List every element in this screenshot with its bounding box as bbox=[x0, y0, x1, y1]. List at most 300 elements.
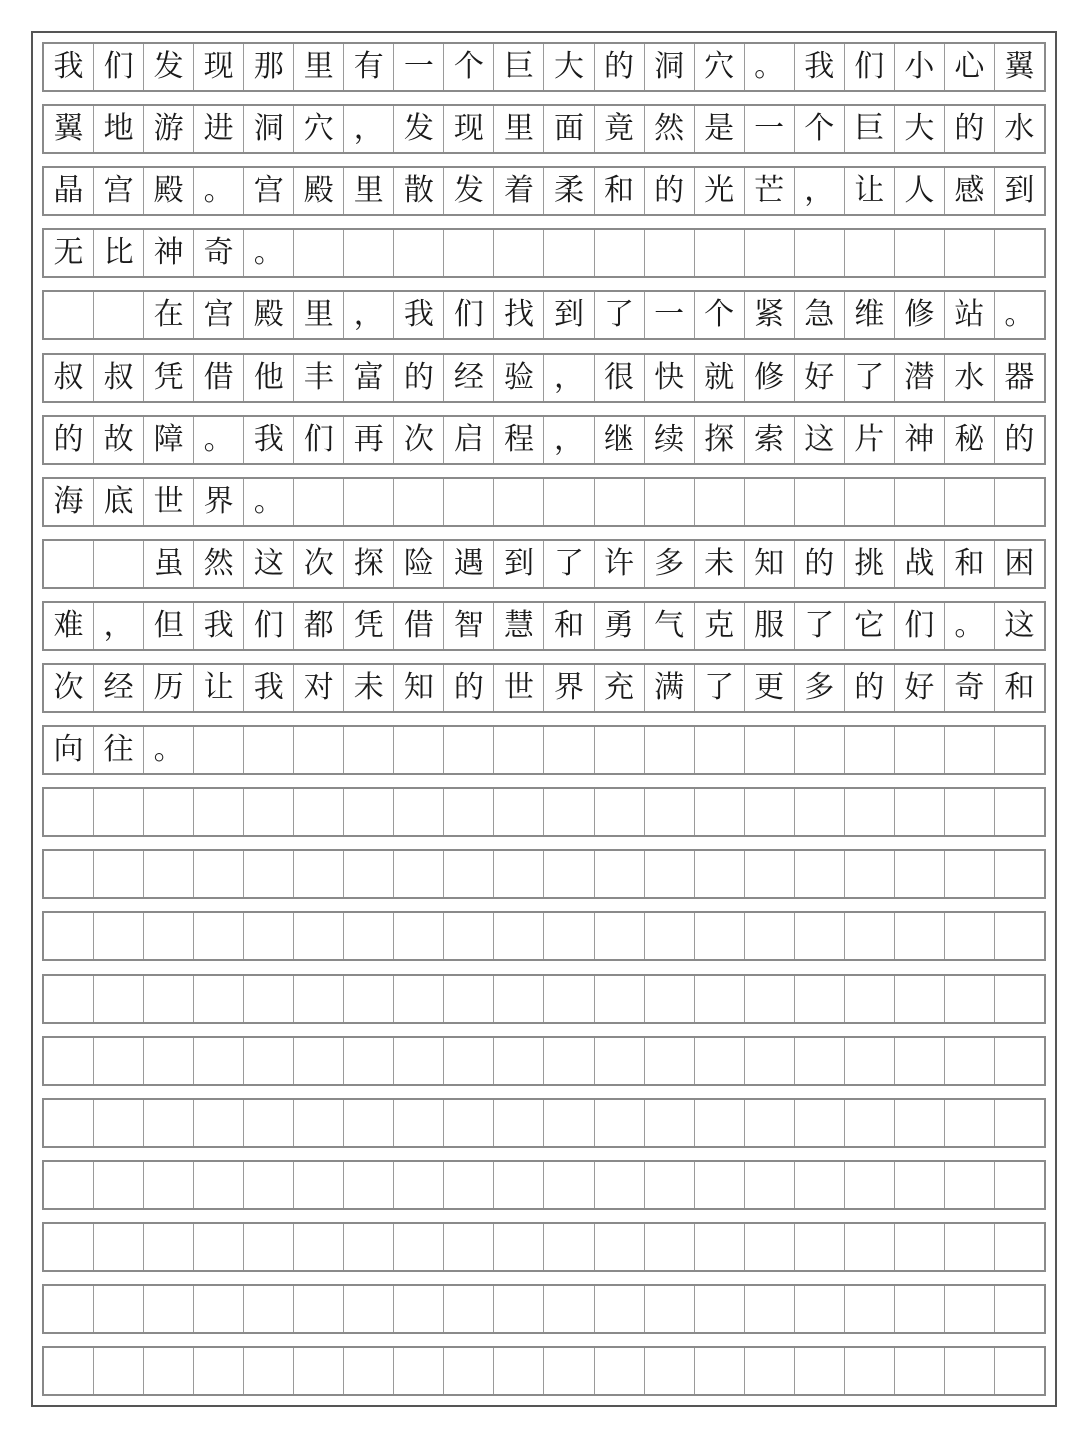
grid-cell bbox=[44, 913, 94, 959]
grid-cell bbox=[845, 230, 895, 276]
grid-cell bbox=[995, 1100, 1044, 1146]
grid-cell: 探 bbox=[695, 417, 745, 463]
grid-row bbox=[42, 1222, 1046, 1272]
grid-cell bbox=[444, 789, 494, 835]
grid-cell: 多 bbox=[795, 665, 845, 711]
grid-cell bbox=[194, 976, 244, 1022]
grid-cell: 游 bbox=[144, 106, 194, 152]
grid-cell: 未 bbox=[344, 665, 394, 711]
grid-cell bbox=[795, 1348, 845, 1394]
grid-cell: 个 bbox=[695, 292, 745, 338]
grid-cell bbox=[344, 976, 394, 1022]
grid-cell bbox=[745, 1286, 795, 1332]
grid-cell bbox=[895, 727, 945, 773]
grid-cell: 对 bbox=[294, 665, 344, 711]
grid-cell bbox=[745, 1100, 795, 1146]
grid-cell bbox=[795, 913, 845, 959]
grid-cell: 殿 bbox=[294, 168, 344, 214]
grid-cell: 好 bbox=[795, 355, 845, 401]
grid-cell: 发 bbox=[144, 44, 194, 90]
grid-cell: 。 bbox=[945, 603, 995, 649]
grid-cell bbox=[294, 1348, 344, 1394]
grid-cell bbox=[995, 479, 1044, 525]
grid-row bbox=[42, 974, 1046, 1024]
grid-row bbox=[42, 725, 1046, 775]
grid-cell bbox=[494, 851, 544, 897]
grid-cell: 。 bbox=[244, 479, 294, 525]
grid-cell: 一 bbox=[745, 106, 795, 152]
grid-cell: 巨 bbox=[494, 44, 544, 90]
grid-cell bbox=[895, 230, 945, 276]
grid-cell: 满 bbox=[645, 665, 695, 711]
grid-cell bbox=[544, 1162, 594, 1208]
grid-cell bbox=[44, 1038, 94, 1084]
grid-cell: 翼 bbox=[44, 106, 94, 152]
grid-cell bbox=[494, 1286, 544, 1332]
grid-cell: 们 bbox=[895, 603, 945, 649]
grid-cell bbox=[344, 913, 394, 959]
grid-cell bbox=[494, 727, 544, 773]
grid-row bbox=[42, 415, 1046, 465]
grid-cell: 启 bbox=[444, 417, 494, 463]
grid-cell: 海 bbox=[44, 479, 94, 525]
grid-row bbox=[42, 1284, 1046, 1334]
grid-row bbox=[42, 104, 1046, 154]
grid-cell bbox=[494, 976, 544, 1022]
grid-cell: 竟 bbox=[595, 106, 645, 152]
grid-cell bbox=[945, 1162, 995, 1208]
grid-cell bbox=[294, 976, 344, 1022]
grid-cell bbox=[595, 1100, 645, 1146]
grid-cell: 和 bbox=[595, 168, 645, 214]
grid-cell: 芒 bbox=[745, 168, 795, 214]
grid-cell bbox=[144, 789, 194, 835]
grid-cell bbox=[645, 727, 695, 773]
grid-cell bbox=[695, 1162, 745, 1208]
grid-cell: 大 bbox=[895, 106, 945, 152]
grid-cell: 现 bbox=[444, 106, 494, 152]
grid-cell bbox=[544, 230, 594, 276]
grid-cell: 奇 bbox=[194, 230, 244, 276]
grid-cell bbox=[294, 1100, 344, 1146]
grid-cell bbox=[194, 1038, 244, 1084]
grid-cell: 发 bbox=[394, 106, 444, 152]
grid-cell bbox=[394, 1100, 444, 1146]
grid-cell bbox=[645, 479, 695, 525]
grid-cell: 续 bbox=[645, 417, 695, 463]
grid-row bbox=[42, 42, 1046, 92]
grid-cell: 殿 bbox=[144, 168, 194, 214]
grid-cell: 未 bbox=[695, 541, 745, 587]
grid-cell: 借 bbox=[194, 355, 244, 401]
grid-cell bbox=[144, 851, 194, 897]
grid-cell bbox=[244, 1286, 294, 1332]
grid-cell bbox=[995, 1162, 1044, 1208]
grid-cell bbox=[745, 727, 795, 773]
grid-cell bbox=[194, 1286, 244, 1332]
grid-cell: 的 bbox=[394, 355, 444, 401]
grid-cell bbox=[294, 851, 344, 897]
grid-cell bbox=[945, 851, 995, 897]
grid-cell bbox=[695, 1038, 745, 1084]
grid-cell: 的 bbox=[595, 44, 645, 90]
grid-cell bbox=[795, 230, 845, 276]
grid-cell bbox=[645, 976, 695, 1022]
grid-cell: 故 bbox=[94, 417, 144, 463]
grid-row bbox=[42, 849, 1046, 899]
grid-cell: 了 bbox=[795, 603, 845, 649]
grid-cell bbox=[144, 1162, 194, 1208]
grid-cell: 往 bbox=[94, 727, 144, 773]
grid-row bbox=[42, 601, 1046, 651]
grid-cell: 急 bbox=[795, 292, 845, 338]
grid-cell bbox=[895, 1038, 945, 1084]
grid-cell bbox=[945, 727, 995, 773]
grid-cell bbox=[94, 1286, 144, 1332]
grid-cell bbox=[94, 1348, 144, 1394]
grid-cell bbox=[544, 1038, 594, 1084]
grid-cell bbox=[895, 913, 945, 959]
grid-cell bbox=[945, 1224, 995, 1270]
grid-cell bbox=[44, 1162, 94, 1208]
grid-cell: 殿 bbox=[244, 292, 294, 338]
grid-cell bbox=[945, 976, 995, 1022]
grid-cell: 界 bbox=[194, 479, 244, 525]
grid-cell bbox=[845, 851, 895, 897]
grid-cell: ， bbox=[344, 106, 394, 152]
grid-cell bbox=[94, 1224, 144, 1270]
grid-cell bbox=[144, 976, 194, 1022]
grid-cell: 勇 bbox=[595, 603, 645, 649]
grid-cell bbox=[895, 1348, 945, 1394]
grid-cell bbox=[845, 1224, 895, 1270]
grid-cell: 向 bbox=[44, 727, 94, 773]
grid-cell: 障 bbox=[144, 417, 194, 463]
grid-cell: 柔 bbox=[544, 168, 594, 214]
grid-cell: ， bbox=[544, 355, 594, 401]
grid-cell: 宫 bbox=[94, 168, 144, 214]
grid-cell bbox=[394, 1162, 444, 1208]
grid-cell bbox=[845, 976, 895, 1022]
grid-cell bbox=[745, 789, 795, 835]
grid-cell bbox=[595, 479, 645, 525]
grid-cell: 翼 bbox=[1004, 49, 1035, 84]
grid-cell: 器 bbox=[1004, 360, 1035, 395]
grid-cell bbox=[244, 727, 294, 773]
grid-cell: 都 bbox=[294, 603, 344, 649]
grid-cell bbox=[444, 230, 494, 276]
grid-cell: 了 bbox=[544, 541, 594, 587]
grid-cell bbox=[845, 479, 895, 525]
grid-cell bbox=[244, 1348, 294, 1394]
grid-cell: 克 bbox=[695, 603, 745, 649]
grid-cell: 就 bbox=[695, 355, 745, 401]
grid-cell: 片 bbox=[845, 417, 895, 463]
grid-cell bbox=[344, 1162, 394, 1208]
grid-cell: 但 bbox=[144, 603, 194, 649]
grid-cell bbox=[845, 1286, 895, 1332]
grid-cell: 他 bbox=[244, 355, 294, 401]
grid-cell bbox=[995, 1038, 1044, 1084]
grid-row bbox=[42, 290, 1046, 340]
grid-cell: 然 bbox=[194, 541, 244, 587]
grid-cell: ， bbox=[544, 417, 594, 463]
grid-cell: 叔 bbox=[44, 355, 94, 401]
grid-cell bbox=[695, 789, 745, 835]
grid-cell bbox=[194, 789, 244, 835]
grid-cell: 经 bbox=[444, 355, 494, 401]
grid-cell: 的 bbox=[444, 665, 494, 711]
grid-cell bbox=[344, 230, 394, 276]
grid-cell: 探 bbox=[344, 541, 394, 587]
grid-cell bbox=[995, 976, 1044, 1022]
grid-cell bbox=[544, 727, 594, 773]
grid-cell: 快 bbox=[645, 355, 695, 401]
grid-cell bbox=[695, 727, 745, 773]
grid-cell bbox=[294, 1162, 344, 1208]
grid-cell: 索 bbox=[745, 417, 795, 463]
grid-cell bbox=[444, 1162, 494, 1208]
grid-cell bbox=[845, 1100, 895, 1146]
grid-cell: 叔 bbox=[94, 355, 144, 401]
grid-cell: 们 bbox=[444, 292, 494, 338]
grid-cell bbox=[544, 913, 594, 959]
grid-row bbox=[42, 228, 1046, 278]
grid-cell: 修 bbox=[895, 292, 945, 338]
grid-cell bbox=[494, 913, 544, 959]
grid-cell: 和 bbox=[544, 603, 594, 649]
grid-cell: 许 bbox=[595, 541, 645, 587]
grid-row bbox=[42, 1098, 1046, 1148]
grid-row bbox=[42, 1036, 1046, 1086]
grid-cell bbox=[795, 851, 845, 897]
grid-cell: 次 bbox=[294, 541, 344, 587]
grid-cell: 气 bbox=[645, 603, 695, 649]
grid-cell: 和 bbox=[945, 541, 995, 587]
grid-cell: 让 bbox=[845, 168, 895, 214]
grid-cell: 我 bbox=[244, 665, 294, 711]
grid-cell: 历 bbox=[144, 665, 194, 711]
grid-cell bbox=[394, 479, 444, 525]
grid-cell bbox=[595, 1224, 645, 1270]
grid-cell bbox=[444, 727, 494, 773]
grid-cell bbox=[895, 479, 945, 525]
grid-cell bbox=[945, 1286, 995, 1332]
grid-cell bbox=[795, 727, 845, 773]
grid-cell: 有 bbox=[344, 44, 394, 90]
grid-cell bbox=[945, 789, 995, 835]
grid-cell bbox=[595, 1348, 645, 1394]
grid-cell: 险 bbox=[394, 541, 444, 587]
grid-cell bbox=[595, 1162, 645, 1208]
grid-cell bbox=[695, 1348, 745, 1394]
grid-cell bbox=[845, 727, 895, 773]
grid-cell bbox=[294, 913, 344, 959]
grid-cell bbox=[645, 1038, 695, 1084]
grid-cell: 知 bbox=[394, 665, 444, 711]
grid-cell bbox=[444, 1038, 494, 1084]
grid-cell bbox=[595, 976, 645, 1022]
grid-cell bbox=[595, 727, 645, 773]
grid-cell bbox=[94, 541, 144, 587]
grid-cell: 然 bbox=[645, 106, 695, 152]
grid-cell bbox=[595, 851, 645, 897]
grid-cell bbox=[344, 851, 394, 897]
grid-cell: 了 bbox=[695, 665, 745, 711]
grid-cell bbox=[294, 230, 344, 276]
grid-cell bbox=[194, 1224, 244, 1270]
grid-cell: 宫 bbox=[194, 292, 244, 338]
grid-cell: 紧 bbox=[745, 292, 795, 338]
grid-cell bbox=[745, 913, 795, 959]
grid-cell bbox=[94, 851, 144, 897]
grid-cell bbox=[494, 1224, 544, 1270]
grid-cell bbox=[645, 1286, 695, 1332]
grid-cell bbox=[595, 230, 645, 276]
grid-cell: 潜 bbox=[895, 355, 945, 401]
grid-cell bbox=[494, 1348, 544, 1394]
grid-cell bbox=[895, 789, 945, 835]
grid-cell: 智 bbox=[444, 603, 494, 649]
grid-cell bbox=[645, 230, 695, 276]
grid-cell: 神 bbox=[895, 417, 945, 463]
grid-cell: 找 bbox=[494, 292, 544, 338]
grid-cell: 小 bbox=[895, 44, 945, 90]
grid-cell bbox=[895, 976, 945, 1022]
grid-cell bbox=[294, 1038, 344, 1084]
grid-cell: 水 bbox=[1004, 111, 1035, 146]
grid-cell bbox=[745, 1224, 795, 1270]
grid-cell bbox=[645, 1224, 695, 1270]
grid-cell: 一 bbox=[645, 292, 695, 338]
grid-cell: 巨 bbox=[845, 106, 895, 152]
grid-cell: 慧 bbox=[494, 603, 544, 649]
grid-cell bbox=[544, 1100, 594, 1146]
grid-cell bbox=[94, 913, 144, 959]
grid-cell: 的 bbox=[44, 417, 94, 463]
grid-cell: 那 bbox=[244, 44, 294, 90]
grid-cell bbox=[44, 1286, 94, 1332]
grid-cell bbox=[995, 1224, 1044, 1270]
grid-cell bbox=[745, 1038, 795, 1084]
grid-cell bbox=[695, 1100, 745, 1146]
grid-cell: 我 bbox=[244, 417, 294, 463]
grid-cell bbox=[645, 1100, 695, 1146]
grid-cell: 好 bbox=[895, 665, 945, 711]
grid-cell bbox=[94, 1100, 144, 1146]
grid-cell bbox=[294, 789, 344, 835]
grid-cell bbox=[595, 913, 645, 959]
grid-cell bbox=[94, 976, 144, 1022]
grid-cell: 更 bbox=[745, 665, 795, 711]
grid-cell bbox=[945, 1100, 995, 1146]
grid-cell bbox=[845, 1348, 895, 1394]
grid-cell bbox=[444, 913, 494, 959]
grid-cell: 遇 bbox=[444, 541, 494, 587]
grid-cell bbox=[344, 1038, 394, 1084]
grid-cell: ， bbox=[795, 168, 845, 214]
grid-cell: 进 bbox=[194, 106, 244, 152]
grid-cell: 穴 bbox=[294, 106, 344, 152]
grid-cell bbox=[394, 230, 444, 276]
grid-cell bbox=[544, 1348, 594, 1394]
grid-cell: 比 bbox=[94, 230, 144, 276]
grid-cell: 散 bbox=[394, 168, 444, 214]
grid-cell: 底 bbox=[94, 479, 144, 525]
grid-cell: 们 bbox=[244, 603, 294, 649]
grid-cell: 水 bbox=[945, 355, 995, 401]
grid-row bbox=[42, 911, 1046, 961]
grid-cell: 丰 bbox=[294, 355, 344, 401]
grid-cell bbox=[895, 1224, 945, 1270]
grid-cell: 我 bbox=[44, 44, 94, 90]
grid-cell bbox=[595, 789, 645, 835]
grid-cell bbox=[44, 1348, 94, 1394]
grid-cell: 凭 bbox=[344, 603, 394, 649]
grid-cell: 让 bbox=[194, 665, 244, 711]
grid-cell: 光 bbox=[695, 168, 745, 214]
grid-cell: 的 bbox=[845, 665, 895, 711]
grid-cell bbox=[44, 789, 94, 835]
grid-cell: 洞 bbox=[244, 106, 294, 152]
grid-cell bbox=[645, 789, 695, 835]
grid-cell: 战 bbox=[895, 541, 945, 587]
grid-cell: 了 bbox=[595, 292, 645, 338]
grid-cell: 到 bbox=[1004, 173, 1035, 208]
grid-cell bbox=[645, 1348, 695, 1394]
grid-cell bbox=[845, 913, 895, 959]
grid-cell: 了 bbox=[845, 355, 895, 401]
grid-cell bbox=[995, 913, 1044, 959]
grid-cell bbox=[44, 851, 94, 897]
grid-cell bbox=[144, 913, 194, 959]
grid-cell bbox=[344, 1286, 394, 1332]
grid-cell bbox=[595, 1286, 645, 1332]
grid-cell: 它 bbox=[845, 603, 895, 649]
grid-cell bbox=[745, 230, 795, 276]
grid-cell: 们 bbox=[845, 44, 895, 90]
grid-cell bbox=[494, 1162, 544, 1208]
grid-cell bbox=[244, 851, 294, 897]
grid-cell bbox=[394, 913, 444, 959]
grid-cell bbox=[244, 976, 294, 1022]
grid-cell bbox=[595, 1038, 645, 1084]
grid-cell bbox=[344, 1348, 394, 1394]
grid-cell: 秘 bbox=[945, 417, 995, 463]
grid-cell bbox=[795, 976, 845, 1022]
grid-cell bbox=[795, 1286, 845, 1332]
grid-cell: 的 bbox=[795, 541, 845, 587]
grid-cell: 在 bbox=[144, 292, 194, 338]
grid-cell bbox=[394, 851, 444, 897]
grid-cell bbox=[44, 1100, 94, 1146]
grid-cell: 的 bbox=[1004, 422, 1035, 457]
grid-cell bbox=[344, 1100, 394, 1146]
grid-cell bbox=[144, 1348, 194, 1394]
grid-cell: 里 bbox=[294, 292, 344, 338]
grid-cell bbox=[444, 976, 494, 1022]
grid-cell bbox=[394, 1224, 444, 1270]
grid-cell bbox=[795, 1038, 845, 1084]
grid-cell bbox=[194, 1162, 244, 1208]
grid-cell: 服 bbox=[745, 603, 795, 649]
grid-cell: 着 bbox=[494, 168, 544, 214]
grid-row bbox=[42, 1346, 1046, 1396]
grid-cell bbox=[795, 1162, 845, 1208]
grid-cell: 面 bbox=[544, 106, 594, 152]
grid-row bbox=[42, 477, 1046, 527]
grid-cell bbox=[44, 1224, 94, 1270]
